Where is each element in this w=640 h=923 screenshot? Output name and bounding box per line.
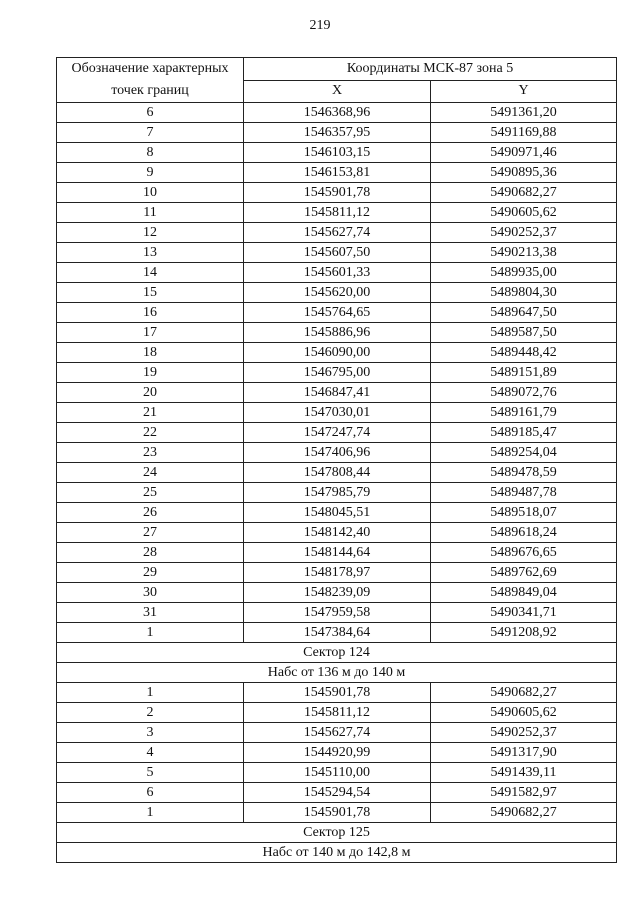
height-range-row (57, 663, 617, 683)
x-coordinate-cell: 1545901,78 (244, 803, 431, 823)
y-coordinate-cell: 5490682,27 (431, 683, 617, 703)
table-row (57, 463, 617, 483)
x-coordinate-cell: 1546103,15 (244, 143, 431, 163)
x-coordinate-cell: 1545811,12 (244, 703, 431, 723)
height-range-row (57, 843, 617, 863)
table-row (57, 223, 617, 243)
y-coordinate-cell: 5490605,62 (431, 703, 617, 723)
point-number-cell: 3 (57, 723, 244, 743)
table-row (57, 343, 617, 363)
y-coordinate-cell: 5489587,50 (431, 323, 617, 343)
x-coordinate-cell: 1545601,33 (244, 263, 431, 283)
point-number-cell: 6 (57, 103, 244, 123)
point-number-cell: 17 (57, 323, 244, 343)
point-number-cell: 20 (57, 383, 244, 403)
y-coordinate-cell: 5489935,00 (431, 263, 617, 283)
point-number-cell: 8 (57, 143, 244, 163)
x-coordinate-cell: 1546847,41 (244, 383, 431, 403)
point-number-cell: 5 (57, 763, 244, 783)
table-row (57, 683, 617, 703)
x-coordinate-cell: 1545764,65 (244, 303, 431, 323)
point-number-cell: 9 (57, 163, 244, 183)
x-coordinate-cell: 1547030,01 (244, 403, 431, 423)
point-number-cell: 22 (57, 423, 244, 443)
point-number-cell: 30 (57, 583, 244, 603)
table-row (57, 363, 617, 383)
y-coordinate-cell: 5489849,04 (431, 583, 617, 603)
coordinates-system-header: Координаты МСК-87 зона 5 (244, 58, 617, 81)
table-row (57, 303, 617, 323)
point-designation-header-line2: точек границ (111, 83, 189, 98)
point-designation-header-line1: Обозначение характерных (71, 61, 229, 76)
page-number: 219 (309, 18, 331, 33)
y-coordinate-cell: 5490682,27 (431, 183, 617, 203)
table-row (57, 263, 617, 283)
sector-title: Сектор 124 (57, 643, 617, 663)
table-row (57, 103, 617, 123)
y-coordinate-cell: 5491361,20 (431, 103, 617, 123)
height-range: Набс от 140 м до 142,8 м (57, 843, 617, 863)
x-coordinate-cell: 1546368,96 (244, 103, 431, 123)
y-coordinate-cell: 5490252,37 (431, 723, 617, 743)
x-coordinate-cell: 1547247,74 (244, 423, 431, 443)
y-coordinate-cell: 5489676,65 (431, 543, 617, 563)
point-number-cell: 25 (57, 483, 244, 503)
x-coordinate-cell: 1547384,64 (244, 623, 431, 643)
sector-title: Сектор 125 (57, 823, 617, 843)
table-row (57, 283, 617, 303)
table-row (57, 163, 617, 183)
table-header-row (57, 58, 617, 81)
point-number-cell: 29 (57, 563, 244, 583)
point-number-cell: 15 (57, 283, 244, 303)
x-column-header: X (244, 80, 431, 103)
point-number-cell: 18 (57, 343, 244, 363)
point-number-cell: 26 (57, 503, 244, 523)
point-number-cell: 2 (57, 703, 244, 723)
table-row (57, 583, 617, 603)
table-row (57, 403, 617, 423)
x-coordinate-cell: 1545294,54 (244, 783, 431, 803)
table-row (57, 323, 617, 343)
table-row (57, 743, 617, 763)
table-row (57, 503, 617, 523)
point-designation-header (57, 58, 244, 103)
table-row (57, 763, 617, 783)
y-coordinate-cell: 5490971,46 (431, 143, 617, 163)
table-row (57, 443, 617, 463)
coordinates-table-body (57, 58, 617, 863)
y-coordinate-cell: 5491208,92 (431, 623, 617, 643)
table-row (57, 243, 617, 263)
y-coordinate-cell: 5490682,27 (431, 803, 617, 823)
x-coordinate-cell: 1544920,99 (244, 743, 431, 763)
x-coordinate-cell: 1548178,97 (244, 563, 431, 583)
point-number-cell: 21 (57, 403, 244, 423)
y-column-header: Y (431, 80, 617, 103)
table-row (57, 183, 617, 203)
x-coordinate-cell: 1545110,00 (244, 763, 431, 783)
y-coordinate-cell: 5490213,38 (431, 243, 617, 263)
table-row (57, 603, 617, 623)
y-coordinate-cell: 5489151,89 (431, 363, 617, 383)
table-row (57, 423, 617, 443)
point-number-cell: 12 (57, 223, 244, 243)
sector-title-row (57, 643, 617, 663)
y-coordinate-cell: 5489762,69 (431, 563, 617, 583)
point-number-cell: 28 (57, 543, 244, 563)
point-number-cell: 13 (57, 243, 244, 263)
x-coordinate-cell: 1546795,00 (244, 363, 431, 383)
table-row (57, 203, 617, 223)
x-coordinate-cell: 1547985,79 (244, 483, 431, 503)
x-coordinate-cell: 1545886,96 (244, 323, 431, 343)
x-coordinate-cell: 1547808,44 (244, 463, 431, 483)
coordinates-table (56, 57, 617, 863)
point-number-cell: 31 (57, 603, 244, 623)
table-row (57, 623, 617, 643)
y-coordinate-cell: 5489072,76 (431, 383, 617, 403)
y-coordinate-cell: 5489161,79 (431, 403, 617, 423)
y-coordinate-cell: 5490341,71 (431, 603, 617, 623)
y-coordinate-cell: 5489804,30 (431, 283, 617, 303)
table-row (57, 783, 617, 803)
y-coordinate-cell: 5491169,88 (431, 123, 617, 143)
y-coordinate-cell: 5490252,37 (431, 223, 617, 243)
x-coordinate-cell: 1545620,00 (244, 283, 431, 303)
y-coordinate-cell: 5489254,04 (431, 443, 617, 463)
y-coordinate-cell: 5491317,90 (431, 743, 617, 763)
x-coordinate-cell: 1546357,95 (244, 123, 431, 143)
x-coordinate-cell: 1548144,64 (244, 543, 431, 563)
sector-title-row (57, 823, 617, 843)
y-coordinate-cell: 5489518,07 (431, 503, 617, 523)
x-coordinate-cell: 1545627,74 (244, 723, 431, 743)
point-number-cell: 23 (57, 443, 244, 463)
point-number-cell: 11 (57, 203, 244, 223)
table-row (57, 483, 617, 503)
table-row (57, 123, 617, 143)
x-coordinate-cell: 1545607,50 (244, 243, 431, 263)
table-row (57, 543, 617, 563)
x-coordinate-cell: 1548239,09 (244, 583, 431, 603)
table-row (57, 523, 617, 543)
point-number-cell: 7 (57, 123, 244, 143)
table-row (57, 563, 617, 583)
y-coordinate-cell: 5489185,47 (431, 423, 617, 443)
x-coordinate-cell: 1545811,12 (244, 203, 431, 223)
x-coordinate-cell: 1545901,78 (244, 183, 431, 203)
y-coordinate-cell: 5489478,59 (431, 463, 617, 483)
point-number-cell: 16 (57, 303, 244, 323)
x-coordinate-cell: 1547406,96 (244, 443, 431, 463)
point-number-cell: 14 (57, 263, 244, 283)
x-coordinate-cell: 1548142,40 (244, 523, 431, 543)
y-coordinate-cell: 5490895,36 (431, 163, 617, 183)
point-number-cell: 19 (57, 363, 244, 383)
y-coordinate-cell: 5489448,42 (431, 343, 617, 363)
x-coordinate-cell: 1546153,81 (244, 163, 431, 183)
point-number-cell: 27 (57, 523, 244, 543)
y-coordinate-cell: 5489487,78 (431, 483, 617, 503)
y-coordinate-cell: 5491582,97 (431, 783, 617, 803)
x-coordinate-cell: 1546090,00 (244, 343, 431, 363)
y-coordinate-cell: 5490605,62 (431, 203, 617, 223)
x-coordinate-cell: 1545901,78 (244, 683, 431, 703)
x-coordinate-cell: 1548045,51 (244, 503, 431, 523)
point-number-cell: 10 (57, 183, 244, 203)
table-row (57, 723, 617, 743)
x-coordinate-cell: 1545627,74 (244, 223, 431, 243)
table-row (57, 143, 617, 163)
y-coordinate-cell: 5489618,24 (431, 523, 617, 543)
point-number-cell: 24 (57, 463, 244, 483)
table-row (57, 803, 617, 823)
table-row (57, 383, 617, 403)
point-number-cell: 4 (57, 743, 244, 763)
point-number-cell: 6 (57, 783, 244, 803)
point-number-cell: 1 (57, 683, 244, 703)
x-coordinate-cell: 1547959,58 (244, 603, 431, 623)
point-number-cell: 1 (57, 623, 244, 643)
height-range: Набс от 136 м до 140 м (57, 663, 617, 683)
point-number-cell: 1 (57, 803, 244, 823)
y-coordinate-cell: 5489647,50 (431, 303, 617, 323)
table-row (57, 703, 617, 723)
y-coordinate-cell: 5491439,11 (431, 763, 617, 783)
